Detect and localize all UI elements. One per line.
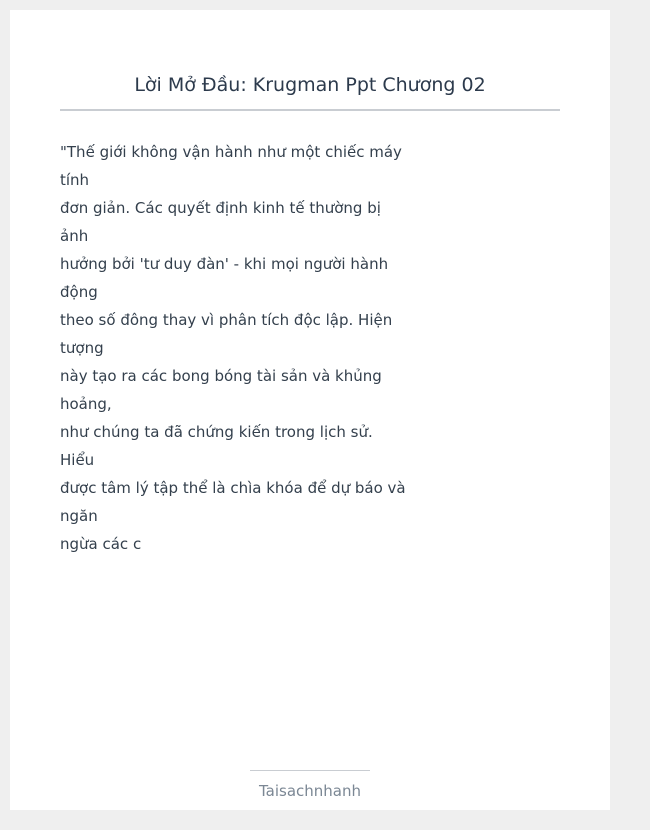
body-line: ảnh [60, 227, 89, 245]
body-line: được tâm lý tập thể là chìa khóa để dự báo và [60, 479, 406, 497]
body-line: động [60, 283, 98, 301]
footer-divider [250, 770, 370, 771]
body-line: theo số đông thay vì phân tích độc lập. Hiện [60, 311, 393, 329]
body-line: tính [60, 171, 90, 189]
body-line: như chúng ta đã chứng kiến trong lịch sử. [60, 423, 373, 441]
body-line: ngừa các c [60, 535, 142, 553]
page-title: Lời Mở Đầu: Krugman Ppt Chương 02 [134, 74, 486, 96]
body-line: "Thế giới không vận hành như một chiếc máy [60, 143, 402, 161]
body-line: Hiểu [60, 451, 95, 469]
body-line: hoảng, [60, 395, 112, 413]
body-text [60, 138, 420, 558]
body-line: tượng [60, 339, 104, 357]
body-line: này tạo ra các bong bóng tài sản và khủng [60, 367, 382, 385]
document-page [10, 10, 610, 810]
title-divider [60, 109, 560, 111]
footer-source: Taisachnhanh [258, 782, 362, 800]
body-line: hưởng bởi 'tư duy đàn' - khi mọi người hành [60, 255, 389, 273]
body-line: ngăn [60, 507, 98, 525]
body-line: đơn giản. Các quyết định kinh tế thường bị [60, 199, 381, 217]
